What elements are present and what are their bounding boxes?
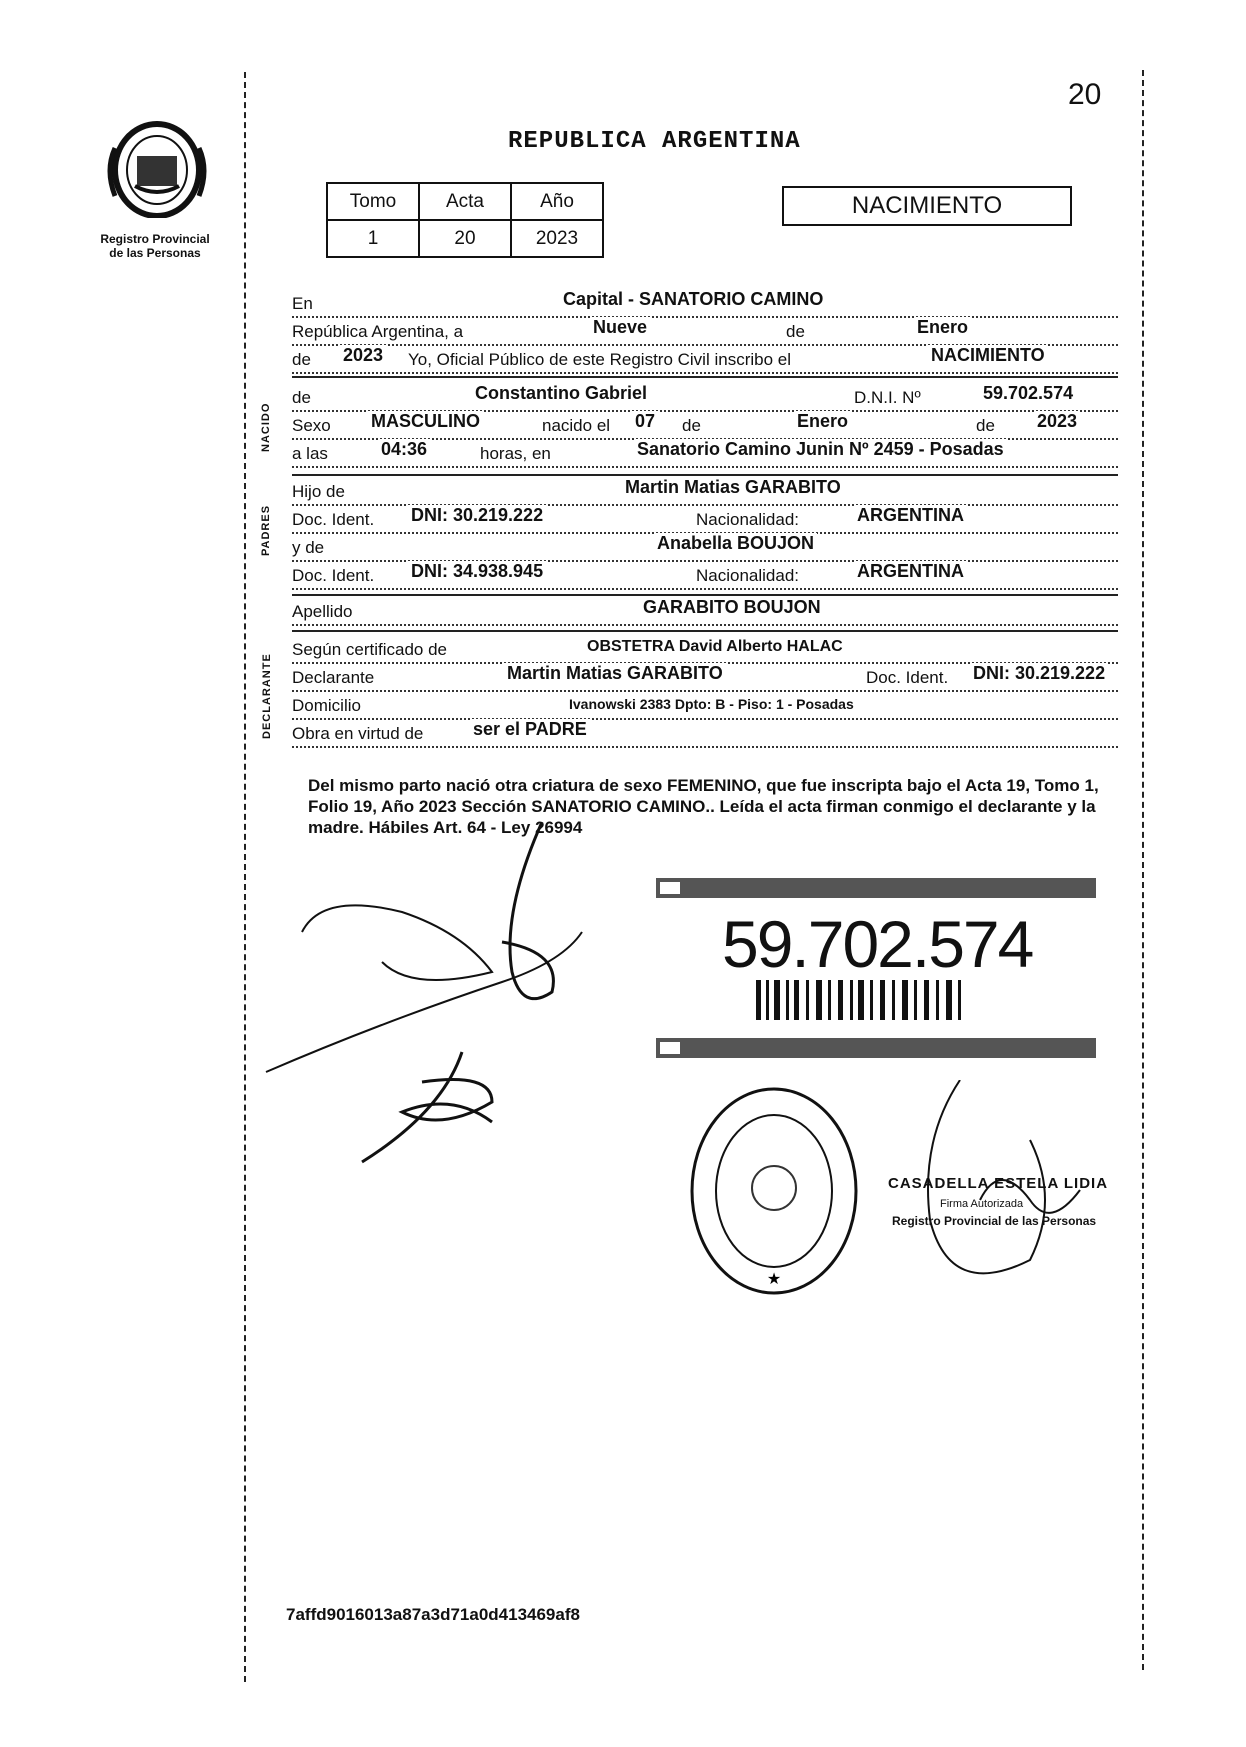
row-madre — [292, 534, 1118, 562]
label-horas-en: horas, en — [480, 444, 554, 464]
row-madre-doc — [292, 562, 1118, 590]
row-domicilio — [292, 692, 1118, 720]
page-number: 20 — [1068, 78, 1102, 111]
registry-header-acta: Acta — [419, 183, 511, 220]
civil-registry-stamp-icon — [684, 1082, 864, 1300]
value-nacionalidad-madre: ARGENTINA — [854, 561, 967, 582]
value-nombre: Constantino Gabriel — [472, 383, 650, 404]
value-doc-madre: DNI: 34.938.945 — [408, 561, 546, 582]
official-role: Firma Autorizada — [940, 1198, 1024, 1210]
value-lugar: Capital - SANATORIO CAMINO — [560, 289, 826, 310]
value-sexo: MASCULINO — [368, 411, 483, 432]
label-hijo-de: Hijo de — [292, 482, 348, 502]
registry-header-tomo: Tomo — [327, 183, 419, 220]
record-type-box: NACIMIENTO — [782, 186, 1072, 226]
row-nombre — [292, 384, 1118, 412]
value-mes-inscripcion: Enero — [914, 317, 971, 338]
value-dni-nacido: 59.702.574 — [980, 383, 1076, 404]
row-declarante — [292, 664, 1118, 692]
section-divider — [292, 474, 1118, 476]
official-name: CASADELLA ESTELA LIDIA — [888, 1175, 1109, 1192]
document-hash: 7affd9016013a87a3d71a0d413469af8 — [286, 1605, 580, 1624]
value-acto: NACIMIENTO — [928, 345, 1048, 366]
label-de-nombre: de — [292, 388, 314, 408]
row-sexo — [292, 412, 1118, 440]
value-nacionalidad-padre: ARGENTINA — [854, 505, 967, 526]
side-label-padres: PADRES — [260, 504, 272, 556]
label-apellido: Apellido — [292, 602, 356, 622]
value-certificado: OBSTETRA David Alberto HALAC — [584, 638, 846, 656]
value-doc-padre: DNI: 30.219.222 — [408, 505, 546, 526]
page-title: REPUBLICA ARGENTINA — [508, 128, 801, 155]
value-padre: Martin Matias GARABITO — [622, 477, 844, 498]
label-de-anio: de — [292, 350, 314, 370]
label-nacionalidad-madre: Nacionalidad: — [696, 566, 802, 586]
label-de-mes: de — [786, 322, 808, 342]
section-divider — [292, 376, 1118, 378]
registry-header-row — [327, 183, 603, 220]
registry-value-tomo: 1 — [327, 220, 419, 257]
value-dia-nacimiento: 07 — [632, 411, 658, 432]
value-dia-inscripcion: Nueve — [590, 317, 650, 338]
value-lugar-nacimiento: Sanatorio Camino Junin Nº 2459 - Posadas — [634, 439, 1007, 460]
right-margin-line — [1142, 70, 1144, 1670]
value-madre: Anabella BOUJON — [654, 533, 817, 554]
svg-text:★: ★ — [766, 1269, 782, 1288]
left-margin-line — [244, 72, 246, 1682]
value-doc-declarante: DNI: 30.219.222 — [970, 663, 1108, 684]
label-doc-padre: Doc. Ident. — [292, 510, 377, 530]
row-inscribo — [292, 346, 1118, 374]
birth-note: Del mismo parto nació otra criatura de sexo FEMENINO, que fue inscripta bajo el Acta 19, Tomo 1, Folio 19, Año 2023 Sección SANATORIO CAMINO.. Leída el acta firman conmigo el declarante y la madre. Hábiles Art. 64 - Ley 26994 — [308, 776, 1099, 837]
registry-header-anio: Año — [511, 183, 603, 220]
section-divider — [292, 594, 1118, 596]
label-y-de: y de — [292, 538, 327, 558]
label-sexo: Sexo — [292, 416, 334, 436]
logo-caption — [80, 232, 230, 260]
side-label-declarante: DECLARANTE — [261, 653, 273, 739]
logo-caption-line2: de las Personas — [109, 246, 201, 260]
value-hora: 04:36 — [378, 439, 430, 460]
value-declarante: Martin Matias GARABITO — [504, 663, 726, 684]
registry-value-anio: 2023 — [511, 220, 603, 257]
label-declarante: Declarante — [292, 668, 377, 688]
value-domicilio: Ivanowski 2383 Dpto: B - Piso: 1 - Posadas — [566, 696, 857, 712]
row-padre-doc — [292, 506, 1118, 534]
row-apellido — [292, 598, 1118, 626]
label-de-anio-nacimiento: de — [976, 416, 998, 436]
row-padre — [292, 478, 1118, 506]
row-certificado — [292, 636, 1118, 664]
registry-table — [326, 182, 604, 258]
province-seal-icon — [95, 118, 220, 218]
section-divider — [292, 630, 1118, 632]
value-anio-inscripcion: 2023 — [340, 345, 386, 366]
label-obra: Obra en virtud de — [292, 724, 426, 744]
label-en: En — [292, 294, 316, 314]
label-a-las: a las — [292, 444, 331, 464]
label-nacionalidad-padre: Nacionalidad: — [696, 510, 802, 530]
label-doc-madre: Doc. Ident. — [292, 566, 377, 586]
label-doc-declarante: Doc. Ident. — [866, 668, 951, 688]
registry-value-acta: 20 — [419, 220, 511, 257]
label-domicilio: Domicilio — [292, 696, 364, 716]
label-de-mes-nacimiento: de — [682, 416, 704, 436]
label-nacido-el: nacido el — [542, 416, 613, 436]
label-certificado: Según certificado de — [292, 640, 450, 660]
row-hora — [292, 440, 1118, 468]
label-inscribo: Yo, Oficial Público de este Registro Civil inscribo el — [408, 350, 794, 370]
label-republica: República Argentina, a — [292, 322, 466, 342]
dni-number-label: 59.702.574 — [722, 907, 1033, 981]
registry-value-row — [327, 220, 603, 257]
logo-caption-line1: Registro Provincial — [100, 232, 210, 246]
value-apellido: GARABITO BOUJON — [640, 597, 824, 618]
value-obra: ser el PADRE — [470, 719, 590, 740]
row-lugar — [292, 290, 1118, 318]
value-mes-nacimiento: Enero — [794, 411, 851, 432]
value-anio-nacimiento: 2023 — [1034, 411, 1080, 432]
official-office: Registro Provincial de las Personas — [892, 1214, 1097, 1228]
label-dni: D.N.I. Nº — [854, 388, 924, 408]
side-label-nacido: NACIDO — [260, 402, 272, 452]
declarant-signature-icon — [262, 822, 602, 1182]
row-obra — [292, 720, 1118, 748]
row-fecha — [292, 318, 1118, 346]
